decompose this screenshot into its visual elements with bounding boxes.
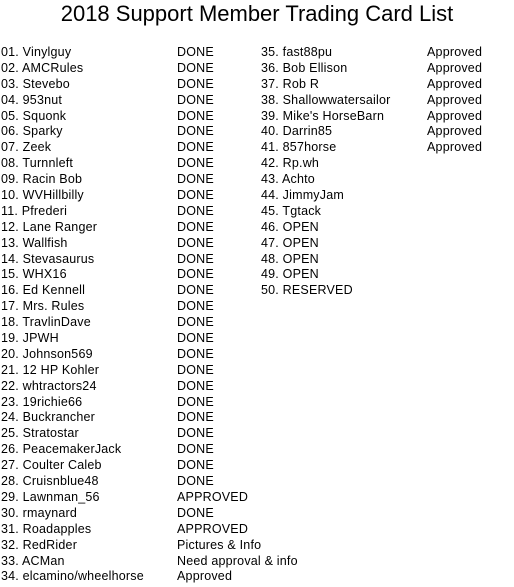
member-status: Approved [177,569,233,584]
member-status: Approved [427,108,483,123]
member-status: DONE [177,172,214,187]
member-name: 05. Squonk [1,108,67,123]
member-status: DONE [177,76,214,91]
page-title: 2018 Support Member Trading Card List [60,1,454,26]
member-status: Approved [427,92,483,107]
member-status: Pictures & Info [177,537,262,552]
member-status: DONE [177,251,214,266]
member-name: 01. Vinylguy [1,45,72,59]
member-status: DONE [177,426,214,441]
member-name: 43. Achto [261,172,315,187]
member-name: 45. Tgtack [261,203,322,218]
member-name: 41. 857horse [261,140,337,155]
member-name: 26. PeacemakerJack [1,442,122,457]
member-status: DONE [177,299,214,314]
member-name: 10. WVHillbilly [1,188,84,203]
member-status: DONE [177,92,214,107]
member-name: 24. Buckrancher [1,410,96,425]
member-status: DONE [177,124,214,139]
member-status: Approved [427,45,483,59]
member-status: DONE [177,362,214,377]
member-name: 48. OPEN [261,251,319,266]
member-status: Approved [427,140,483,155]
member-name: 31. Roadapples [1,521,92,536]
member-name: 12. Lane Ranger [1,219,98,234]
member-name: 35. fast88pu [261,45,333,59]
member-name: 22. whtractors24 [1,378,97,393]
member-name: 34. elcamino/wheelhorse [1,569,144,584]
member-status: DONE [177,203,214,218]
member-status: DONE [177,505,214,520]
member-status: DONE [177,410,214,425]
member-name: 21. 12 HP Kohler [1,362,100,377]
member-status: DONE [177,378,214,393]
member-name: 09. Racin Bob [1,172,83,187]
member-name: 40. Darrin85 [261,124,333,139]
member-name: 17. Mrs. Rules [1,299,85,314]
member-status: DONE [177,283,214,298]
member-name: 37. Rob R [261,76,320,91]
member-status: DONE [177,188,214,203]
member-name: 08. Turnnleft [1,156,74,171]
member-name: 33. ACMan [1,553,65,568]
member-status: DONE [177,140,214,155]
member-status: DONE [177,219,214,234]
member-name: 47. OPEN [261,235,319,250]
member-status: Approved [427,124,483,139]
member-status: DONE [177,458,214,473]
member-status: DONE [177,346,214,361]
member-name: 27. Coulter Caleb [1,458,102,473]
member-name: 29. Lawnman_56 [1,489,100,504]
member-name: 03. Stevebo [1,76,70,91]
member-status: DONE [177,331,214,346]
member-name: 44. JimmyJam [261,188,344,203]
member-status: DONE [177,108,214,123]
member-status: DONE [177,235,214,250]
member-name: 14. Stevasaurus [1,251,95,266]
member-name: 23. 19richie66 [1,394,83,409]
member-status: Approved [427,76,483,91]
member-name: 49. OPEN [261,267,319,282]
member-name: 02. AMCRules [1,60,84,75]
member-name: 19. JPWH [1,331,59,346]
member-name: 32. RedRider [1,537,78,552]
member-status: DONE [177,267,214,282]
member-status: DONE [177,394,214,409]
member-name: 06. Sparky [1,124,63,139]
member-name: 11. Pfrederi [1,203,68,218]
member-name: 16. Ed Kennell [1,283,86,298]
member-name: 46. OPEN [261,219,319,234]
member-status: APPROVED [177,489,249,504]
member-status: Approved [427,60,483,75]
member-name: 15. WHX16 [1,267,67,282]
member-status: DONE [177,442,214,457]
member-name: 30. rmaynard [1,505,78,520]
member-name: 38. Shallowwatersailor [261,92,391,107]
member-name: 25. Stratostar [1,426,79,441]
member-status: DONE [177,45,214,59]
member-name: 18. TravlinDave [1,315,91,330]
member-name: 50. RESERVED [261,283,353,298]
member-status: DONE [177,474,214,489]
member-name: 20. Johnson569 [1,346,93,361]
member-name: 36. Bob Ellison [261,60,348,75]
member-name: 13. Wallfish [1,235,68,250]
member-name: 28. Cruisnblue48 [1,474,99,489]
member-name: 39. Mike's HorseBarn [261,108,385,123]
member-name: 42. Rp.wh [261,156,320,171]
member-status: Need approval & info [177,553,298,568]
member-status: DONE [177,315,214,330]
member-name: 07. Zeek [1,140,52,155]
member-status: DONE [177,60,214,75]
member-name: 04. 953nut [1,92,63,107]
member-status: DONE [177,156,214,171]
member-status: APPROVED [177,521,249,536]
